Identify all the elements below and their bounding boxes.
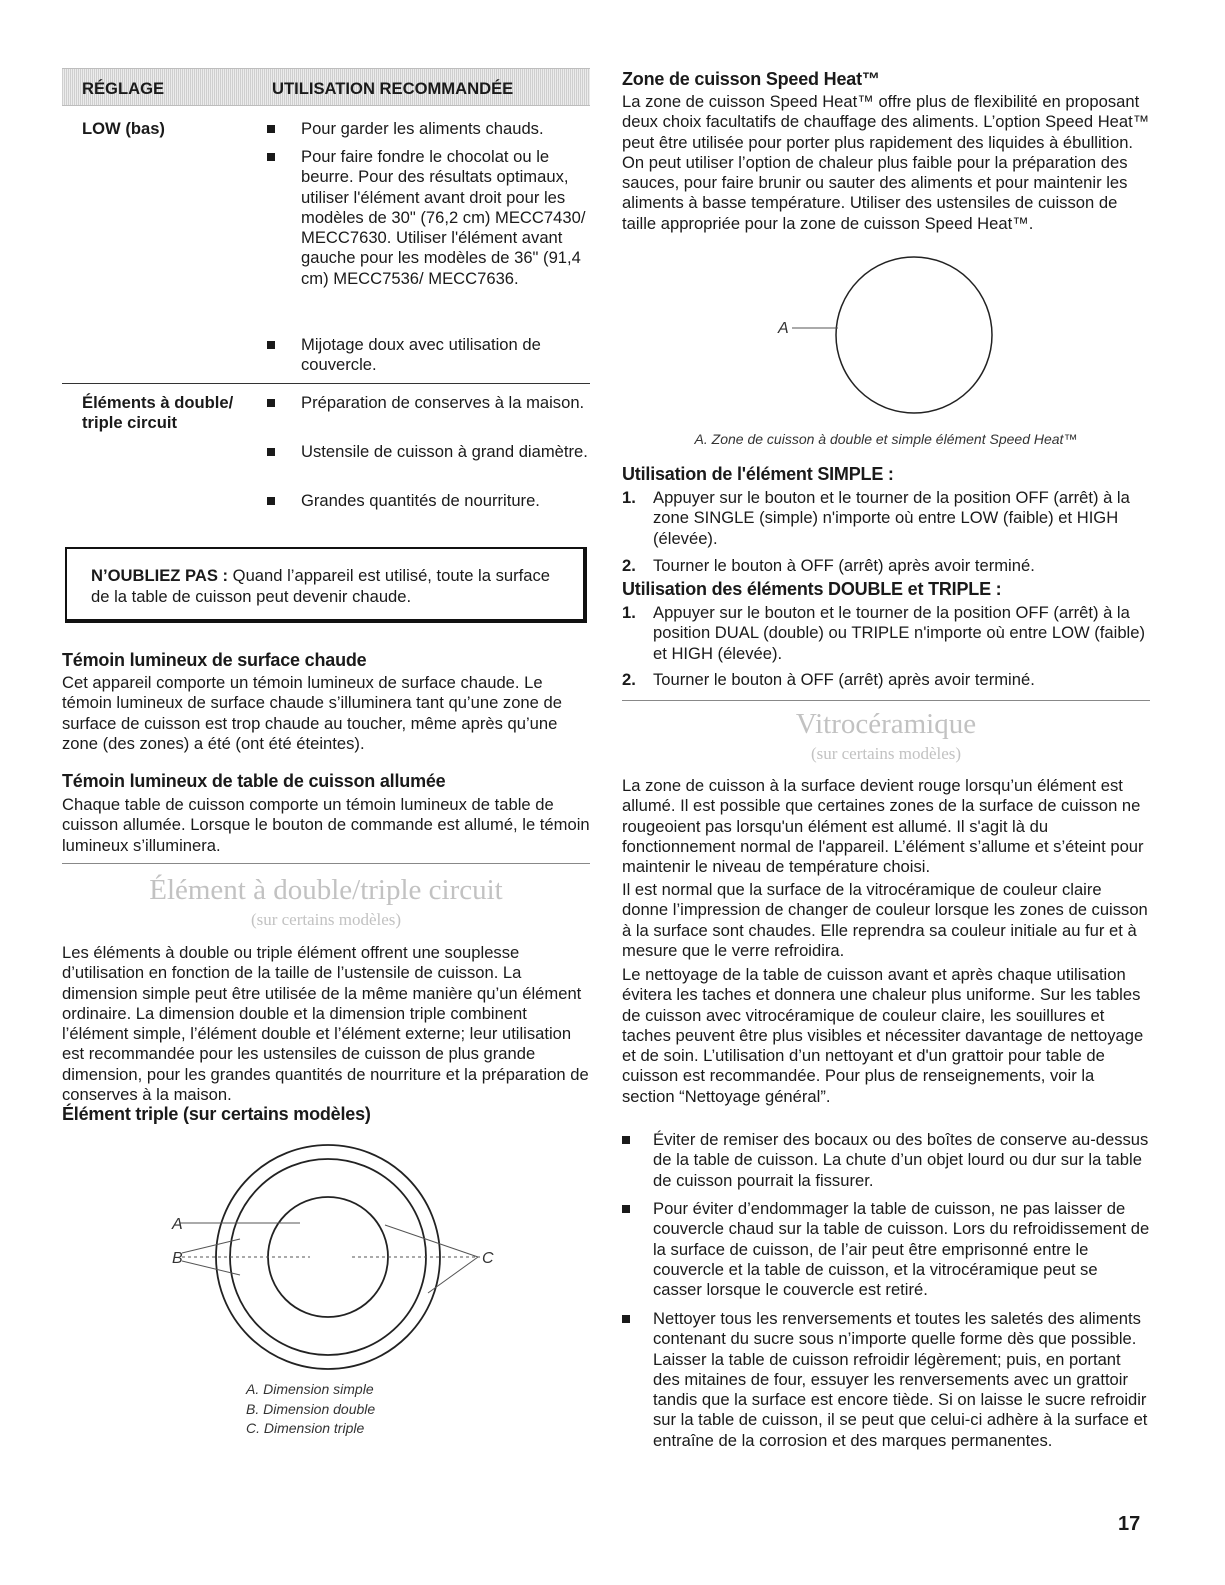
cooktop-on-text: Chaque table de cuisson comporte un témoin lumineux de table de cuisson allumée. Lorsque le bouton de commande est allumé, le témoin lumineux s’illuminera. xyxy=(62,795,590,855)
speed-heat-diagram xyxy=(770,255,1000,420)
notice-text: Quand l’appareil est utilisé, toute la surface de la table de cuisson peut devenir chaude. xyxy=(91,566,550,606)
label-a: A xyxy=(172,1216,183,1233)
bullet-icon xyxy=(267,399,275,407)
label-a: A xyxy=(778,320,789,337)
caption-a: A. Dimension simple xyxy=(246,1381,374,1397)
bullet-icon xyxy=(622,1205,630,1213)
speed-heat-zone xyxy=(836,257,992,413)
leader-line-c2 xyxy=(428,1257,478,1293)
section-banner: Élément à double/triple circuit xyxy=(149,874,503,906)
speed-heat-heading: Zone de cuisson Speed Heat™ xyxy=(622,69,880,89)
bullet-icon xyxy=(267,153,275,161)
label-b: B xyxy=(172,1250,183,1267)
vitro-paragraph-2: Il est normal que la surface de la vitrocéramique de couleur claire donne l’impression de changer de couleur lorsque les zones de cuisson à la surface sont chaudes. Elle reprendra sa couleur initiale au fur et à mesure que le verre refroidira. xyxy=(622,880,1148,960)
triple-captions xyxy=(246,1380,375,1439)
page-number: 17 xyxy=(1118,1513,1141,1535)
caption-c: C. Dimension triple xyxy=(246,1420,365,1436)
double-triple-text: Les éléments à double ou triple élément offrent une souplesse d’utilisation en fonction de la taille de l’ustensile de cuisson. La dimension simple peut être utilisée de la même manière qu’un élément ordinaire. La dimension double et la dimension triple combinent l’élément simple, l’élément double et l’élément externe; leur utilisation est recommandée pour les ustensiles de cuisson de plus grande dimension, pour les grandes quantités de nourriture et la préparation de conserves à la maison. xyxy=(62,943,589,1105)
cooktop-on-heading: Témoin lumineux de table de cuisson allumée xyxy=(62,771,446,791)
section-divider xyxy=(622,700,1150,701)
vitro-paragraph-3: Le nettoyage de la table de cuisson avant et après chaque utilisation évitera les taches et donnera une chaleur plus uniforme. Sur les tables de cuisson avec vitrocéramique de couleur claire, les souillures et taches peuvent être plus visibles et nécessiter davantage de nettoyage et de soin. L’utilisation d’un nettoyant et d'un grattoir pour table de cuisson est recommandée. Pour plus de renseignements, voir la section “Nettoyage général”. xyxy=(622,965,1144,1106)
speed-heat-caption: A. Zone de cuisson à double et simple élément Speed Heat™ xyxy=(694,431,1078,447)
double-triple-use-heading: Utilisation des éléments DOUBLE et TRIPLE : xyxy=(622,579,1002,599)
bullet-icon xyxy=(622,1315,630,1323)
hot-surface-heading: Témoin lumineux de surface chaude xyxy=(62,650,367,670)
row-label: LOW (bas) xyxy=(82,119,165,138)
section-divider xyxy=(62,863,590,864)
bullet-icon xyxy=(267,125,275,133)
notice-box xyxy=(65,547,587,623)
bullet-icon xyxy=(267,448,275,456)
vitro-paragraph-1: La zone de cuisson à la surface devient rouge lorsqu’un élément est allumé. Il est possible que certaines zones de la surface de cuisson ne rougeoient pas lorsqu'un élément est allumé. Il s'agit là du fonctionnement normal de l'appareil. L’élément s’allume et s’éteint pour maintenir le niveau de température choisi. xyxy=(622,776,1144,877)
leader-line-c xyxy=(385,1225,478,1257)
simple-heading: Utilisation de l'élément SIMPLE : xyxy=(622,464,894,484)
table-header-use: UTILISATION RECOMMANDÉE xyxy=(272,79,514,98)
table-divider xyxy=(62,383,590,384)
triple-element-diagram xyxy=(160,1135,500,1390)
hot-surface-text: Cet appareil comporte un témoin lumineux de surface chaude. Le témoin lumineux de surface chaude s’illuminera tant qu’une zone de surface de cuisson est trop chaude au toucher, même après qu’une zone (des zones) a été (ont été éteintes). xyxy=(62,673,562,753)
row-label: Éléments à double/ triple circuit xyxy=(82,393,234,433)
notice-lead: N’OUBLIEZ PAS : xyxy=(91,566,229,585)
triple-heading: Élément triple (sur certains modèles) xyxy=(62,1104,371,1124)
table-header xyxy=(62,68,590,106)
bullet-icon xyxy=(267,497,275,505)
label-c: C xyxy=(482,1250,494,1267)
caption-b: B. Dimension double xyxy=(246,1400,376,1417)
section-banner: Vitrocéramique xyxy=(795,708,977,740)
table-header-setting: RÉGLAGE xyxy=(82,79,165,98)
speed-heat-text: La zone de cuisson Speed Heat™ offre plus de flexibilité en proposant deux choix facultatifs de chauffage des aliments. L’option Speed Heat™ peut être utilisée pour porter plus rapidement des liquides à ébullition. On peut utiliser l’option de chaleur plus faible pour la préparation des sauces, pour faire brunir ou sauter des aliments et pour maintenir les aliments à basse température. Utiliser des ustensiles de cuisson de taille appropriée pour la zone de cuisson Speed Heat™. xyxy=(622,92,1150,233)
bullet-icon xyxy=(622,1136,630,1144)
bullet-icon xyxy=(267,341,275,349)
section-subtitle: (sur certains modèles) xyxy=(810,744,962,763)
section-subtitle: (sur certains modèles) xyxy=(250,910,402,929)
